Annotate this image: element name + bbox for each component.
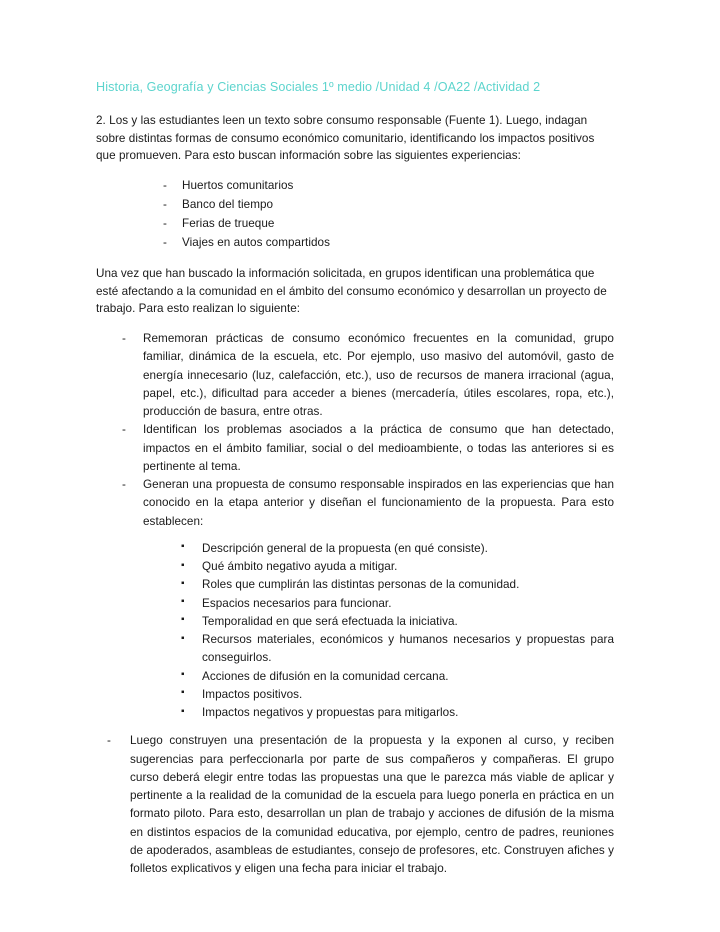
list-item: - Rememoran prácticas de consumo económico frecuentes en la comunidad, grupo familiar, dinámica de la escuela, etc. Por ejemplo, uso masivo del automóvil, gasto de energía innecesario (luz, calefacción, etc.), uso de recursos de manera irracional (agua, papel, etc.), dificultad para acceder a bienes (mercadería, útiles escolares, ropa, etc.), producción de basura, entre otras. [122,330,614,421]
proposal-items-list [96,540,614,723]
steps-list [96,330,614,531]
transition-paragraph: Una vez que han buscado la información solicitada, en grupos identifican una problemática que esté afectando a la comunidad en el ámbito del consumo económico y desarrollan un proyecto de trabajo. Para esto realizan lo siguiente: [96,266,607,316]
final-step-list [96,732,614,878]
list-item: ▪ Impactos negativos y propuestas para mitigarlos. [181,704,614,722]
list-item: ▪ Temporalidad en que será efectuada la iniciativa. [181,613,614,631]
list-item: - Ferias de trueque [163,215,614,234]
list-item: ▪ Qué ámbito negativo ayuda a mitigar. [181,558,614,576]
experiences-list [96,177,614,253]
list-item: ▪ Roles que cumplirán las distintas personas de la comunidad. [181,576,614,594]
list-item: ▪ Descripción general de la propuesta (en qué consiste). [181,540,614,558]
list-item: ▪ Impactos positivos. [181,686,614,704]
list-item: ▪ Recursos materiales, económicos y humanos necesarios y propuestas para conseguirlos. [181,631,614,668]
list-item: - Banco del tiempo [163,196,614,215]
list-item: - Luego construyen una presentación de la propuesta y la exponen al curso, y reciben sugerencias para perfeccionarla por parte de sus compañeros y compañeras. El grupo curso deberá elegir entre todas las propuestas una que le parezca más viable de aplicar y pertinente a la realidad de la comunidad de la escuela para luego ponerla en práctica en un formato piloto. Para esto, desarrollan un plan de trabajo y acciones de difusión de la misma en distintos espacios de la comunidad educativa, por ejemplo, centro de padres, reuniones de apoderados, asambleas de estudiantes, consejo de profesores, etc. Construyen afiches y folletos explicativos y eligen una fecha para iniciar el trabajo. [107,732,614,878]
list-item: - Huertos comunitarios [163,177,614,196]
list-item: - Identifican los problemas asociados a la práctica de consumo que han detectado, impactos en el ámbito familiar, social o del medioambiente, o todas las anteriores si es pertinente al tema. [122,421,614,476]
document-header: Historia, Geografía y Ciencias Sociales 1º medio /Unidad 4 /OA22 /Actividad 2 [96,80,541,94]
list-item: ▪ Acciones de difusión en la comunidad cercana. [181,668,614,686]
list-item: - Generan una propuesta de consumo responsable inspirados en las experiencias que han conocido en la etapa anterior y diseñan el funcionamiento de la propuesta. Para esto establecen: [122,476,614,531]
intro-paragraph: 2. Los y las estudiantes leen un texto sobre consumo responsable (Fuente 1). Luego, indagan sobre distintas formas de consumo económico comunitario, identificando los impactos positivos que promueven. Para esto buscan información sobre las siguientes experiencias: [96,113,595,163]
list-item: - Viajes en autos compartidos [163,234,614,253]
list-item: ▪ Espacios necesarios para funcionar. [181,595,614,613]
